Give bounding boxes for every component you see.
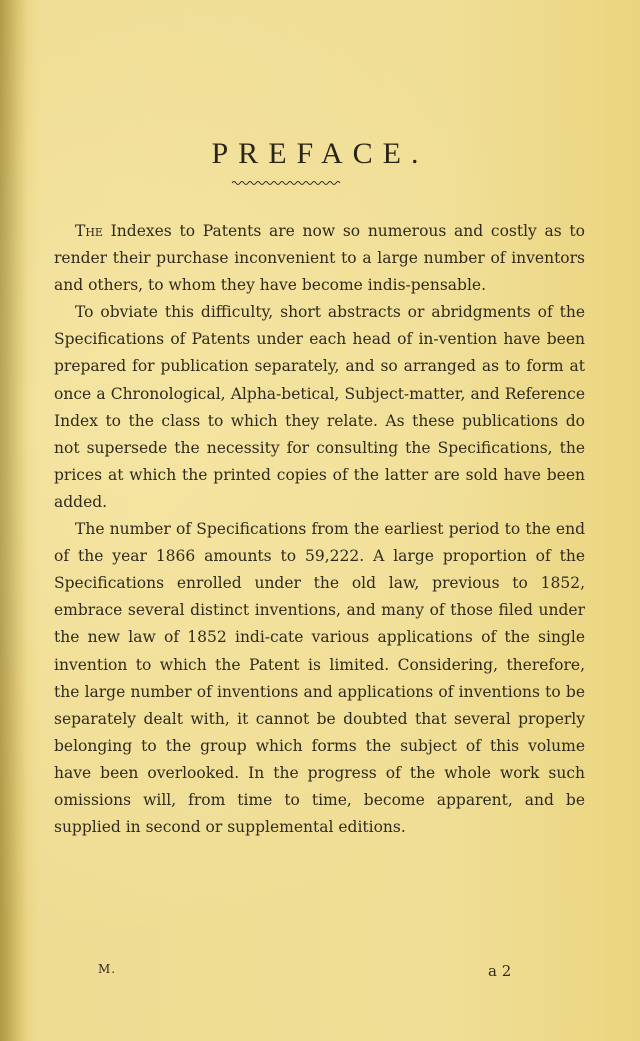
paragraph-text: The number of Specifications from the earliest period to the end of the year 1866 amounts to 59,222. A large proportion of the Specifications enrolled under the old law, previous to 1852, embrace several distinct inventions, and many of those filed under the new law of 1852 indi-cate various applications of the single invention to which the Patent is limited. Considering, therefore, the large number of inventions and applications of inventions to be separately dealt with, it cannot be doubted that several properly belonging to the group which forms the subject of this volume have been overlooked. In the progress of the whole work such omissions will, from time to time, become apparent, and be supplied in second or supplemental editions. <box>54 520 585 837</box>
preface-body <box>54 218 585 841</box>
paragraph-1 <box>54 218 585 299</box>
paragraph-2 <box>54 299 585 516</box>
signature-mark: M. <box>98 962 117 976</box>
paragraph-3 <box>54 516 585 841</box>
paragraph-text: Indexes to Patents are now so numerous and costly as to render their purchase inconvenient to a large number of inventors and others, to whom they have become indis-pensable. <box>54 222 585 295</box>
page-signature: a 2 <box>488 962 512 980</box>
paragraph-text: To obviate this difficulty, short abstracts or abridgments of the Specifications of Patents under each head of in-vention have been prepared for publication separately, and so arranged as to form at once a Chronological, Alpha-betical, Subject-matter, and Reference Index to the class to which they relate. As these publications do not supersede the necessity for consulting the Specifications, the prices at which the printed copies of the latter are sold have been added. <box>54 303 585 511</box>
paragraph-lead-word: The <box>75 222 103 240</box>
page-title: PREFACE. <box>211 137 429 170</box>
title-ornament <box>230 178 342 188</box>
